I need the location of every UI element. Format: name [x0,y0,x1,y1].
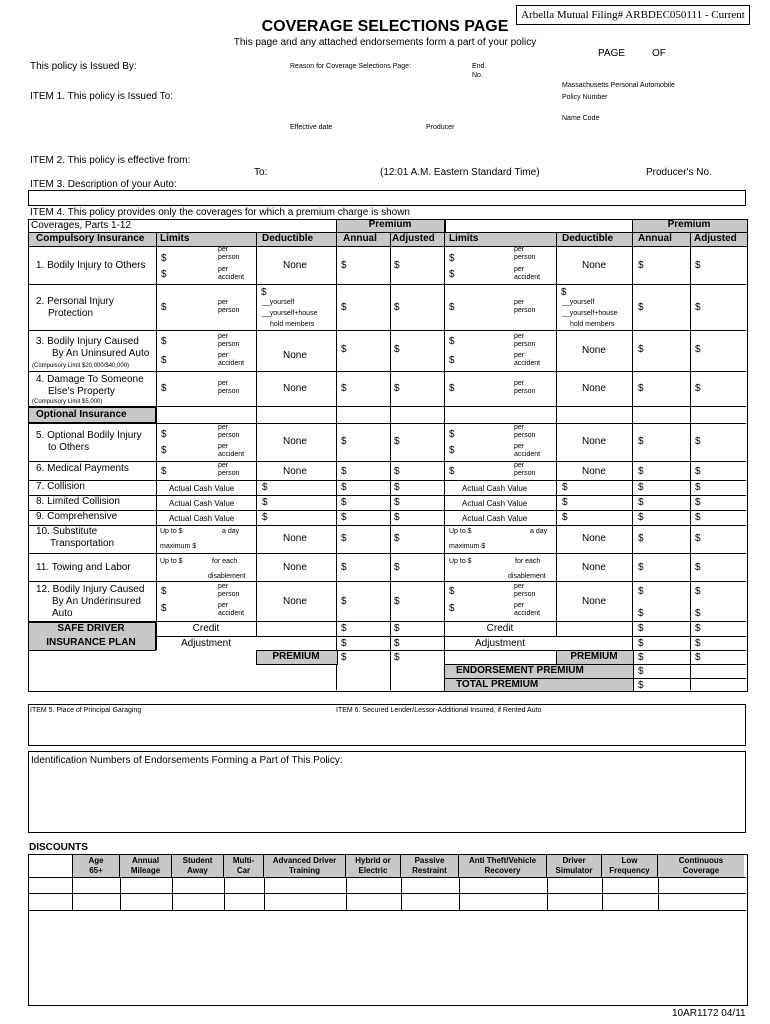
row12-label-cont2: Auto [52,608,73,619]
row3-limit-person: $ [161,336,167,347]
optional-header-label: Optional Insurance [36,409,127,420]
per-text: per [218,462,229,469]
accident-text: accident [218,451,245,458]
row6-deductible: None [283,466,307,477]
row3-limit-accident-2: $ [449,355,455,366]
premium-total-label: PREMIUM [272,651,320,662]
row5-limit-accident-2: $ [449,445,455,456]
total-premium-label: TOTAL PREMIUM [456,679,539,690]
row11-up-to: Up to $ [160,558,183,565]
row2-yourself-house-2: __yourself+house [562,310,618,317]
row8-acv-2: Actual Cash Value [462,499,528,508]
row5-adjusted-2: $ [695,436,701,447]
per-text: per [514,299,525,306]
effective-date-label: Effective date [290,124,333,131]
discount-hybrid [346,855,401,877]
per-text: per [218,443,229,450]
person-text: person [218,307,240,314]
row11-adjusted: $ [394,562,400,573]
adjusted-header-2: Adjusted [694,233,737,244]
policy-number-label: Policy Number [562,94,608,101]
row5-limit-person-2: $ [449,429,455,440]
row5-deductible: None [283,436,307,447]
premium-adjusted: $ [394,652,400,663]
person-text: person [218,388,240,395]
person-text: person [514,254,536,261]
endorsements-label: Identification Numbers of Endorsements Forming a Part of This Policy: [31,755,343,766]
person-text: person [514,591,536,598]
row4-compulsory-limit: (Compulsory Limit $5,000) [32,399,103,405]
annual-header: Annual [343,233,377,244]
row9-acv: Actual Cash Value [169,514,235,523]
row10-adjusted-2: $ [695,533,701,544]
per-text: per [514,424,525,431]
row12-limit-accident: $ [161,603,167,614]
discount-low-frequency-line1: Low [621,856,638,865]
row8-adjusted-2: $ [695,497,701,508]
row10-up-to-2: Up to $ [449,528,472,535]
per-text: per [514,352,525,359]
premium-title-left: Premium [368,219,412,230]
limits-header-2: Limits [449,233,479,244]
premium-total-label-2: PREMIUM [570,651,618,662]
row9-label: 9. Comprehensive [36,511,118,522]
row5-deductible-2: None [582,436,606,447]
row7-deductible-2: $ [562,482,568,493]
row11-deductible: None [283,562,307,573]
row10-deductible-2: None [582,533,606,544]
endorsement-premium-label: ENDORSEMENT PREMIUM [456,665,584,676]
discount-low-frequency [602,855,658,877]
per-text: per [218,424,229,431]
credit-annual: $ [341,623,347,634]
row2-annual-2: $ [638,302,644,313]
row8-acv: Actual Cash Value [169,499,235,508]
discount-hybrid-line1: Hybrid or [355,856,391,865]
discount-passive-line2: Restraint [412,866,447,875]
person-text: person [514,341,536,348]
of-label: OF [652,48,666,59]
row8-deductible: $ [262,497,268,508]
discount-student-line2: Away [187,866,208,875]
row2-yourself-2: __yourself [562,299,595,306]
row3-deductible-2: None [582,345,606,356]
row12-adjusted-2: $ [695,586,701,597]
accident-text: accident [218,360,245,367]
row7-label: 7. Collision [36,481,85,492]
per-text: per [514,333,525,340]
row11-disablement-2: disablement [508,573,546,580]
row9-adjusted-2: $ [695,512,701,523]
item2-label: ITEM 2. This policy is effective from: [30,155,191,166]
person-text: person [514,470,536,477]
row3-adjusted-2: $ [695,344,701,355]
row1-limit-person: $ [161,253,167,264]
accident-text: accident [514,610,541,617]
endorsement-premium-value: $ [638,666,644,677]
row4-limit: $ [161,383,167,394]
row10-annual-2: $ [638,533,644,544]
row2-annual: $ [341,302,347,313]
credit-annual-2: $ [638,623,644,634]
discount-training-line2: Training [288,866,321,875]
row11-label: 11. Towing and Labor [36,562,131,573]
discount-continuous [658,855,744,877]
per-text: per [514,380,525,387]
row12-limit-person-2: $ [449,586,455,597]
row10-maximum-2: maximum $ [449,543,486,550]
adjustment-adjusted-2: $ [695,638,701,649]
person-text: person [218,341,240,348]
row1-annual: $ [341,260,347,271]
item3-label: ITEM 3. Description of your Auto: [30,179,177,190]
row3-adjusted: $ [394,344,400,355]
row1-annual-2: $ [638,260,644,271]
row12-label-cont: By An Underinsured [52,596,141,607]
deductible-header: Deductible [262,233,314,244]
discount-anti-theft [459,855,547,877]
state-form-label: Massachusetts Personal Automobile [562,82,675,89]
adjusted-header: Adjusted [392,233,435,244]
row2-limit: $ [161,302,167,313]
row6-adjusted: $ [394,466,400,477]
adjustment-adjusted: $ [394,638,400,649]
per-text: per [218,380,229,387]
item6-label: ITEM 6. Secured Lender/Lessor-Additional Insured, if Rented Auto [336,707,542,714]
row11-for-each-2: for each [515,558,541,565]
discount-low-frequency-line2: Frequency [609,866,650,875]
row7-acv: Actual Cash Value [169,484,235,493]
row4-annual-2: $ [638,383,644,394]
row10-up-to: Up to $ [160,528,183,535]
row10-maximum: maximum $ [160,543,197,550]
discount-simulator-line2: Simulator [555,866,593,875]
row8-adjusted: $ [394,497,400,508]
page-label: PAGE [598,48,626,59]
person-text: person [218,591,240,598]
row12-annual-2: $ [638,586,644,597]
annual-header-2: Annual [638,233,672,244]
row12-label: 12. Bodily Injury Caused [36,584,145,595]
row2-yourself-house: __yourself+house [262,310,318,317]
item1-label: ITEM 1. This policy is Issued To: [30,91,174,102]
producer-label: Producer [426,124,455,131]
row7-acv-2: Actual Cash Value [462,484,528,493]
row5-label-cont: to Others [48,442,90,453]
row4-adjusted-2: $ [695,383,701,394]
row12-deductible-2: None [582,596,606,607]
row4-limit-2: $ [449,383,455,394]
row10-a-day: a day [222,528,240,535]
producers-no-label: Producer's No. [646,167,712,178]
row12-deductible: None [283,596,307,607]
discount-age-line1: Age [88,856,104,865]
form-number: 10AR1172 04/11 [672,1008,746,1019]
row2-label-cont: Protection [48,308,94,319]
discount-passive-line1: Passive [414,856,445,865]
row6-annual: $ [341,466,347,477]
adjustment-annual: $ [341,638,347,649]
no-label: No. [472,72,483,79]
row2-label: 2. Personal Injury [36,296,114,307]
end-label: End. [472,63,487,70]
row11-disablement: disablement [208,573,246,580]
discount-multicar-line1: Multi- [232,856,255,865]
item4-label: ITEM 4. This policy provides only the coverages for which a premium charge is shown [30,207,410,218]
row2-deductible-amount-2: $ [561,287,567,298]
row5-annual-2: $ [638,436,644,447]
person-text: person [218,254,240,261]
per-text: per [514,462,525,469]
person-text: person [218,432,240,439]
row11-up-to-2: Up to $ [449,558,472,565]
row7-annual-2: $ [638,482,644,493]
row9-annual: $ [341,512,347,523]
per-text: per [218,333,229,340]
discount-multicar [224,855,264,877]
row4-deductible-2: None [582,383,606,394]
row12-adjusted-2b: $ [695,608,701,619]
row9-adjusted: $ [394,512,400,523]
row9-deductible: $ [262,512,268,523]
page-title: COVERAGE SELECTIONS PAGE [261,18,509,35]
row2-deductible-amount: $ [261,287,267,298]
per-text: per [218,299,229,306]
row7-adjusted: $ [394,482,400,493]
row4-label: 4. Damage To Someone [36,374,144,385]
discount-mileage-line1: Annual [131,856,160,865]
row1-limit-accident: $ [161,269,167,280]
row2-yourself: __yourself [262,299,295,306]
page-subtitle: This page and any attached endorsements form a part of your policy [233,37,537,48]
per-text: per [514,246,525,253]
row11-for-each: for each [212,558,238,565]
row8-label: 8. Limited Collision [36,496,120,507]
per-text: per [514,602,525,609]
per-text: per [514,443,525,450]
safe-driver-label: SAFE DRIVER [57,623,125,634]
row8-annual: $ [341,497,347,508]
per-text: per [514,266,525,273]
to-label: To: [254,167,268,178]
row7-adjusted-2: $ [695,482,701,493]
reason-label: Reason for Coverage Selections Page: [290,63,412,70]
row3-label: 3. Bodily Injury Caused [36,336,139,347]
row3-annual-2: $ [638,344,644,355]
row7-annual: $ [341,482,347,493]
per-text: per [514,583,525,590]
premium-annual: $ [341,652,347,663]
row12-limit-person: $ [161,586,167,597]
row5-adjusted: $ [394,436,400,447]
row9-deductible-2: $ [562,512,568,523]
per-text: per [218,266,229,273]
row1-deductible: None [283,260,307,271]
safe-driver-label-2: INSURANCE PLAN [46,637,136,648]
row10-a-day-2: a day [530,528,548,535]
adjustment-label-2: Adjustment [474,638,526,649]
row2-adjusted: $ [394,302,400,313]
row10-label-cont: Transportation [50,538,115,549]
person-text: person [514,432,536,439]
row10-annual: $ [341,533,347,544]
row3-annual: $ [341,344,347,355]
row4-annual: $ [341,383,347,394]
row6-adjusted-2: $ [695,466,701,477]
row11-annual-2: $ [638,562,644,573]
row11-annual: $ [341,562,347,573]
name-code-label: Name Code [562,115,600,122]
row1-limit-accident-2: $ [449,269,455,280]
row10-adjusted: $ [394,533,400,544]
row10-deductible: None [283,533,307,544]
premium-adjusted-2: $ [695,652,701,663]
discount-driver-training [264,855,346,877]
person-text: person [514,388,536,395]
row8-deductible-2: $ [562,497,568,508]
premium-title-right: Premium [667,219,711,230]
row3-limit-person-2: $ [449,336,455,347]
row3-limit-accident: $ [161,355,167,366]
person-text: person [218,470,240,477]
per-text: per [218,583,229,590]
row6-deductible-2: None [582,466,606,477]
discount-hybrid-line2: Electric [358,866,388,875]
discount-student-line1: Student [182,856,213,865]
row2-hold-members: hold members [270,321,315,328]
row2-limit-2: $ [449,302,455,313]
limits-header: Limits [160,233,190,244]
filing-box: Arbella Mutual Filing# ARBDEC050111 - Current [516,5,750,25]
discount-multicar-line2: Car [236,866,251,875]
discount-student [172,855,224,877]
issued-by-label: This policy is Issued By: [30,61,137,72]
row6-limit-2: $ [449,466,455,477]
row1-adjusted-2: $ [695,260,701,271]
discount-passive [401,855,459,877]
row12-adjusted: $ [394,596,400,607]
per-text: per [218,246,229,253]
row9-acv-2: Actual Cash Value [462,514,528,523]
row3-label-cont: By An Uninsured Auto [52,348,150,359]
credit-adjusted: $ [394,623,400,634]
accident-text: accident [218,610,245,617]
row5-annual: $ [341,436,347,447]
row12-limit-accident-2: $ [449,603,455,614]
row1-adjusted: $ [394,260,400,271]
row3-deductible: None [283,350,307,361]
discount-simulator [547,855,602,877]
row5-limit-accident: $ [161,445,167,456]
row2-adjusted-2: $ [695,302,701,313]
row3-compulsory-limit: (Compulsory Limit $20,000/$40,000) [32,363,130,369]
discount-age [73,855,120,877]
row8-annual-2: $ [638,497,644,508]
discount-mileage [120,855,172,877]
accident-text: accident [514,360,541,367]
row6-limit: $ [161,466,167,477]
row5-limit-person: $ [161,429,167,440]
accident-text: accident [514,451,541,458]
discount-continuous-line2: Coverage [682,866,720,875]
credit-adjusted-2: $ [695,623,701,634]
per-text: per [218,602,229,609]
discount-anti-theft-line2: Recovery [484,866,521,875]
row10-label: 10. Substitute [36,526,98,537]
row4-label-cont: Else's Property [48,386,115,397]
row6-annual-2: $ [638,466,644,477]
accident-text: accident [218,274,245,281]
row6-label: 6. Medical Payments [36,463,129,474]
discount-mileage-line2: Mileage [130,866,161,875]
credit-label: Credit [192,623,220,634]
row1-label: 1. Bodily Injury to Others [36,260,146,271]
row4-deductible: None [283,383,307,394]
row11-adjusted-2: $ [695,562,701,573]
coverages-parts-label: Coverages, Parts 1-12 [31,220,132,231]
item5-label: ITEM 5. Place of Principal Garaging [30,707,142,714]
discount-simulator-line1: Driver [562,856,586,865]
deductible-header-2: Deductible [562,233,614,244]
premium-annual-2: $ [638,652,644,663]
row12-annual-2b: $ [638,608,644,619]
discount-training-line1: Advanced Driver [272,856,337,865]
discount-continuous-line1: Continuous [678,856,724,865]
row1-limit-person-2: $ [449,253,455,264]
total-premium-value: $ [638,680,644,691]
auto-description-field[interactable] [28,190,746,206]
row11-deductible-2: None [582,562,606,573]
discounts-label: DISCOUNTS [29,842,88,853]
discount-age-line2: 65+ [89,866,103,875]
row2-hold-members-2: hold members [570,321,615,328]
compulsory-header: Compulsory Insurance [36,233,145,244]
adjustment-label: Adjustment [180,638,232,649]
person-text: person [514,307,536,314]
discount-anti-theft-line1: Anti Theft/Vehicle [468,856,537,865]
credit-label-2: Credit [486,623,514,634]
row9-annual-2: $ [638,512,644,523]
row12-annual: $ [341,596,347,607]
per-text: per [218,352,229,359]
accident-text: accident [514,274,541,281]
time-label: (12:01 A.M. Eastern Standard Time) [380,167,540,178]
row1-deductible-2: None [582,260,606,271]
row4-adjusted: $ [394,383,400,394]
row7-deductible: $ [262,482,268,493]
adjustment-annual-2: $ [638,638,644,649]
row5-label: 5. Optional Bodily Injury [36,430,142,441]
